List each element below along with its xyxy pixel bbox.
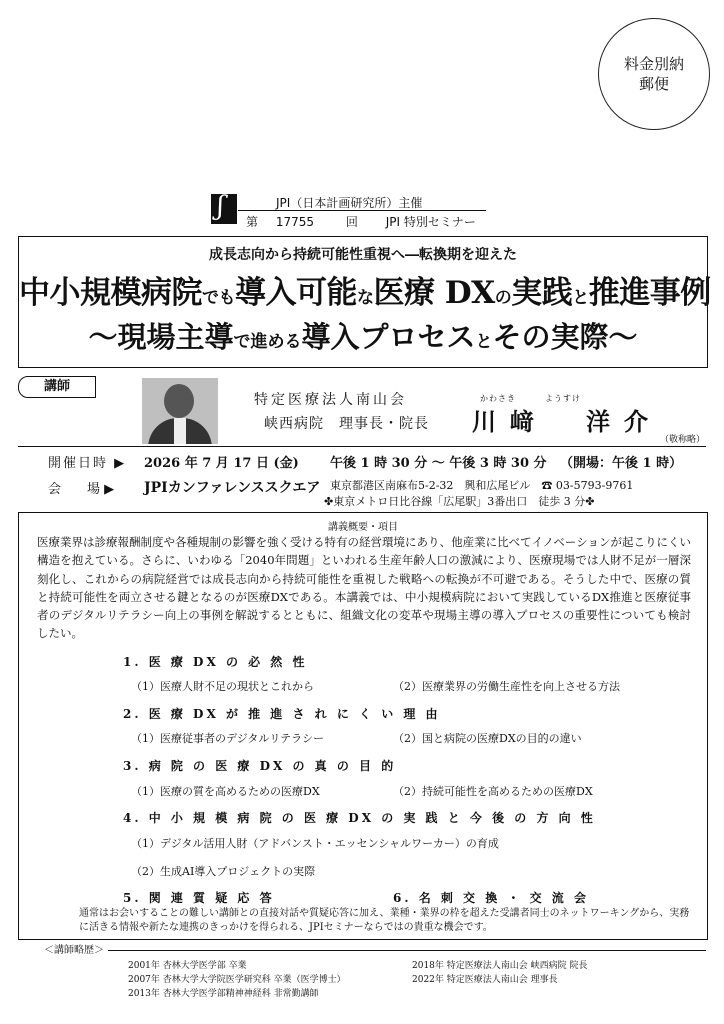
schedule-divider: [18, 446, 706, 447]
section-item: （1）医療人財不足の現状とこれから: [131, 680, 314, 693]
title-part: 実践: [511, 275, 573, 311]
title-part: な: [357, 288, 374, 308]
title-part: 推進事例: [588, 275, 711, 311]
speaker-photo: [142, 378, 218, 444]
title-part: 導入プロセス: [301, 320, 476, 354]
section-1: 1. 医 療 DX の 必 然 性: [123, 655, 308, 669]
honorific-note: （敬称略）: [660, 435, 706, 445]
title-part: の: [494, 288, 512, 308]
title-part: と: [475, 332, 493, 352]
section-4: 4. 中 小 規 模 病 院 の 医 療 DX の 実 践 と 今 後 の 方 向 性: [123, 811, 596, 825]
title-part: でも: [202, 288, 235, 308]
section-5: 5. 関 連 質 疑 応 答: [123, 891, 275, 905]
speaker-photo-shirt: [174, 418, 186, 444]
postage-line1: 料金別納: [623, 55, 684, 73]
title-part: で進める: [233, 332, 302, 352]
lecture-outline-box: [18, 512, 708, 940]
bio-entry: 2007年 杏林大学大学院医学研究科 卒業（医学博士）: [128, 975, 346, 985]
title-part: 導入可能: [235, 275, 357, 311]
event-time: 午後 1 時 30 分 ～ 午後 3 時 30 分: [330, 456, 547, 471]
speaker-ruby-surname: かわさき: [480, 394, 516, 403]
title-part: 中小規模病院: [19, 275, 202, 311]
section-item: （2）生成AI導入プロジェクトの実際: [131, 865, 316, 878]
date-label: 開催日時 ▶: [48, 456, 127, 471]
title-box: [18, 236, 711, 368]
postage-stamp: [598, 18, 710, 130]
seminar-title-line2: [19, 315, 707, 356]
section-item: （1）デジタル活用人財（アドバンスト・エッセンシャルワーカー）の育成: [131, 837, 499, 850]
section-item: （2）医療業界の労働生産性を向上させる方法: [393, 680, 620, 693]
speaker-photo-head: [164, 384, 194, 418]
venue-name: JPIカンファレンススクエア: [144, 480, 321, 496]
outline-heading: 講義概要・項目: [328, 522, 398, 533]
speaker-role: 峡西病院 理事長・院長: [264, 416, 429, 432]
seminar-type: JPI 特別セミナー: [385, 215, 476, 229]
speaker-organization: 特定医療法人南山会: [254, 392, 407, 408]
seminar-number-line: [246, 213, 476, 230]
section-item: （2）持続可能性を高めるための医療DX: [393, 785, 593, 798]
section-item: （1）医療従事者のデジタルリテラシー: [131, 732, 325, 745]
outline-intro: 医療業界は診療報酬制度や各種規制の影響を強く受ける特有の経営環境にあり、他産業に比べてイノベーションが起こりにくい構造を抱えている。さらに、いわゆる「2040年問題」といわれる生産年齢人口の激減により、医療現場では人財不足が一層深刻化し、これからの病院経営では成長志向から持続可能性を重視した戦略への転換が不可避である。そうした中で、医療の質と持続可能性を両立させる鍵となるのが医療DXである。本講義では、中小規模病院において実践しているDX推進と医療従事者のデジタルリテラシー向上の事例を解説するとともに、組織文化の変革や現場主導の導入プロセスの重要性についても検討したい。: [37, 535, 691, 641]
venue-access: ✤東京メトロ日比谷線「広尾駅」3番出口 徒歩 3 分✤: [324, 495, 595, 508]
section-item: （2）国と病院の医療DXの目的の違い: [393, 732, 582, 745]
organizer-divider: [238, 210, 486, 211]
title-part: その実際～: [492, 320, 638, 354]
bio-entry: 2001年 杏林大学医学部 卒業: [128, 961, 247, 971]
speaker-tag: 講師: [18, 376, 96, 398]
speaker-ruby-given: ようすけ: [545, 394, 581, 403]
section-6: 6. 名 刺 交 換 ・ 交 流 会: [393, 891, 589, 905]
bio-entry: 2013年 杏林大学医学部精神神経科 非常勤講師: [128, 989, 319, 999]
speaker-name: 川﨑 洋介: [472, 407, 662, 436]
seminar-title-line1: [19, 267, 711, 312]
venue-label: 会 場 ▶: [48, 482, 115, 497]
section-3: 3. 病 院 の 医 療 DX の 真 の 目 的: [123, 759, 397, 773]
seminar-prefix: 第: [246, 215, 259, 229]
seminar-subtitle: 成長志向から持続可能性重視へ―転換期を迎えた: [209, 247, 517, 263]
bio-entry: 2022年 特定医療法人南山会 理事長: [412, 975, 558, 985]
bio-divider: [108, 950, 706, 951]
title-part: 医療 DX: [373, 275, 495, 311]
title-part: と: [572, 288, 589, 308]
bio-entry: 2018年 特定医療法人南山会 峡西病院 院長: [412, 961, 588, 971]
postage-line2: 郵便: [638, 75, 669, 93]
bio-heading: ＜講師略歴＞: [44, 945, 104, 956]
venue-address: 東京都港区南麻布5-2-32 興和広尾ビル ☎ 03-5793-9761: [330, 479, 634, 492]
networking-note: 通常はお会いすることの難しい講師との直接対話や質疑応答に加え、業種・業界の枠を超えた受講者同士のネットワーキングから、実務に活きる情報や新たな連携のきっかけを得られる、JPIセミナーならではの貴重な機会です。: [79, 908, 690, 933]
jpi-logo-icon: [211, 194, 237, 224]
title-part: ～現場主導: [88, 320, 234, 354]
seminar-suffix: 回: [345, 215, 358, 229]
event-date: 2026 年 7 月 17 日 (金): [144, 456, 299, 471]
seminar-number: 17755: [275, 215, 315, 229]
doors-open: （開場：午後 1 時）: [560, 456, 683, 471]
section-2: 2. 医 療 DX が 推 進 さ れ に く い 理 由: [123, 707, 441, 721]
section-item: （1）医療の質を高めるための医療DX: [131, 785, 320, 798]
organizer-host: JPI（日本計画研究所）主催: [276, 196, 423, 210]
